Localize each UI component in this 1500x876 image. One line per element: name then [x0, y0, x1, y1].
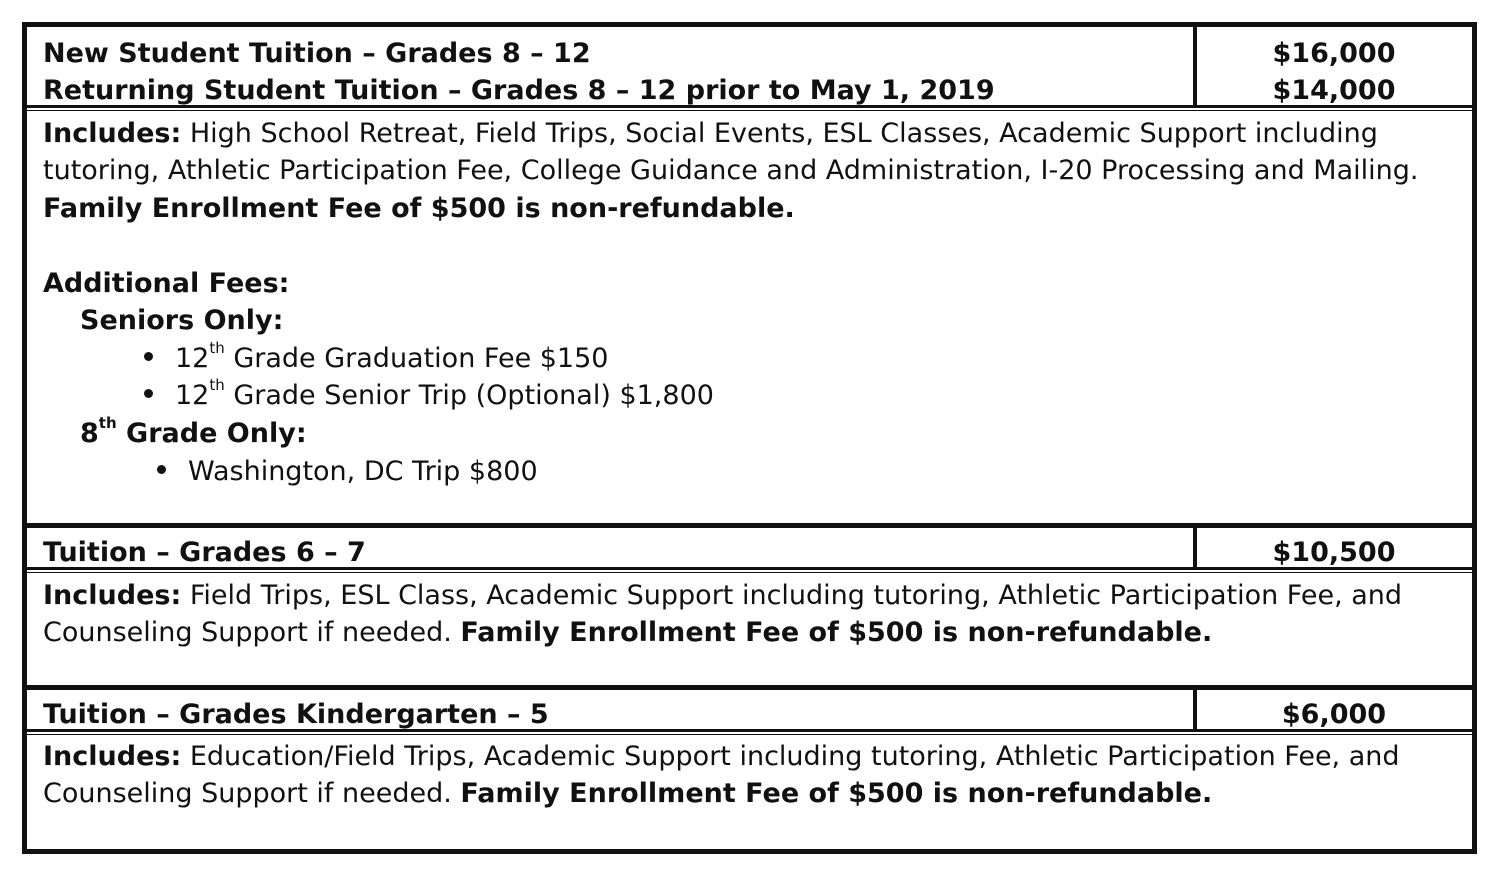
section3-includes-text2: Counseling Support if needed. [43, 778, 452, 809]
tuition-table [22, 22, 1477, 854]
section1-includes-line1 [43, 115, 1378, 152]
section3-column-divider [1193, 690, 1197, 730]
seniors-item-text: Grade Graduation Fee $150 [224, 343, 609, 374]
seniors-item-1 [144, 340, 608, 377]
grade-suffix: th [209, 339, 225, 357]
section1-title-line2: Returning Student Tuition – Grades 8 – 12 prior to May 1, 2019 [43, 75, 995, 106]
section1-price-line2: $14,000 [1272, 75, 1396, 106]
grade-suffix: th [209, 376, 225, 394]
section3-includes-line2 [43, 775, 1212, 812]
section2-includes-text1: Field Trips, ESL Class, Academic Support including tutoring, Athletic Participation Fee, and [189, 580, 1403, 611]
section2-enrollment-fee: Family Enrollment Fee of $500 is non-refundable. [460, 617, 1213, 648]
additional-fees-heading: Additional Fees: [43, 268, 290, 299]
grade-suffix: th [98, 414, 117, 432]
section1-enrollment-fee: Family Enrollment Fee of $500 is non-refundable. [43, 193, 795, 224]
section1-title-line1: New Student Tuition – Grades 8 – 12 [43, 38, 591, 69]
seniors-item-text: Grade Senior Trip (Optional) $1,800 [224, 380, 714, 411]
section2-includes-label: Includes: [43, 580, 182, 611]
section3-title: Tuition – Grades Kindergarten – 5 [43, 699, 549, 730]
section1-column-divider [1193, 27, 1197, 106]
section1-includes-text1: High School Retreat, Field Trips, Social Events, ESL Classes, Academic Support including [189, 118, 1378, 149]
eighth-heading-text: Grade Only: [116, 418, 307, 449]
section1-includes-label: Includes: [43, 118, 182, 149]
section3-header-divider [27, 729, 1472, 735]
section3-enrollment-fee: Family Enrollment Fee of $500 is non-refundable. [460, 778, 1213, 809]
section2-price: $10,500 [1272, 537, 1396, 568]
section2-includes-text2: Counseling Support if needed. [43, 617, 452, 648]
eighth-item-text: Washington, DC Trip $800 [188, 456, 538, 487]
bullet-icon [157, 465, 166, 474]
grade-number: 12 [175, 380, 210, 411]
seniors-item-2 [144, 377, 714, 414]
section3-includes-label: Includes: [43, 741, 182, 772]
section1-header-divider [27, 105, 1472, 111]
section2-header-divider [27, 567, 1472, 573]
section2-includes-line2 [43, 614, 1212, 651]
bullet-icon [144, 389, 153, 398]
section1-includes-line2: tutoring, Athletic Participation Fee, College Guidance and Administration, I-20 Processing and Mailing. [43, 155, 1419, 186]
section3-price: $6,000 [1281, 699, 1387, 730]
grade-number: 8 [80, 418, 99, 449]
section1-bottom-border [27, 523, 1472, 528]
eighth-grade-heading [80, 415, 307, 452]
section3-includes-line1 [43, 738, 1400, 775]
section1-price-line1: $16,000 [1272, 38, 1396, 69]
section2-title: Tuition – Grades 6 – 7 [43, 537, 366, 568]
eighth-item-1 [157, 453, 538, 490]
section2-bottom-border [27, 685, 1472, 690]
seniors-heading: Seniors Only: [80, 305, 284, 336]
section3-includes-text1: Education/Field Trips, Academic Support including tutoring, Athletic Participation Fee, and [189, 741, 1400, 772]
section2-column-divider [1193, 528, 1197, 568]
bullet-icon [144, 352, 153, 361]
section2-includes-line1 [43, 577, 1402, 614]
grade-number: 12 [175, 343, 210, 374]
